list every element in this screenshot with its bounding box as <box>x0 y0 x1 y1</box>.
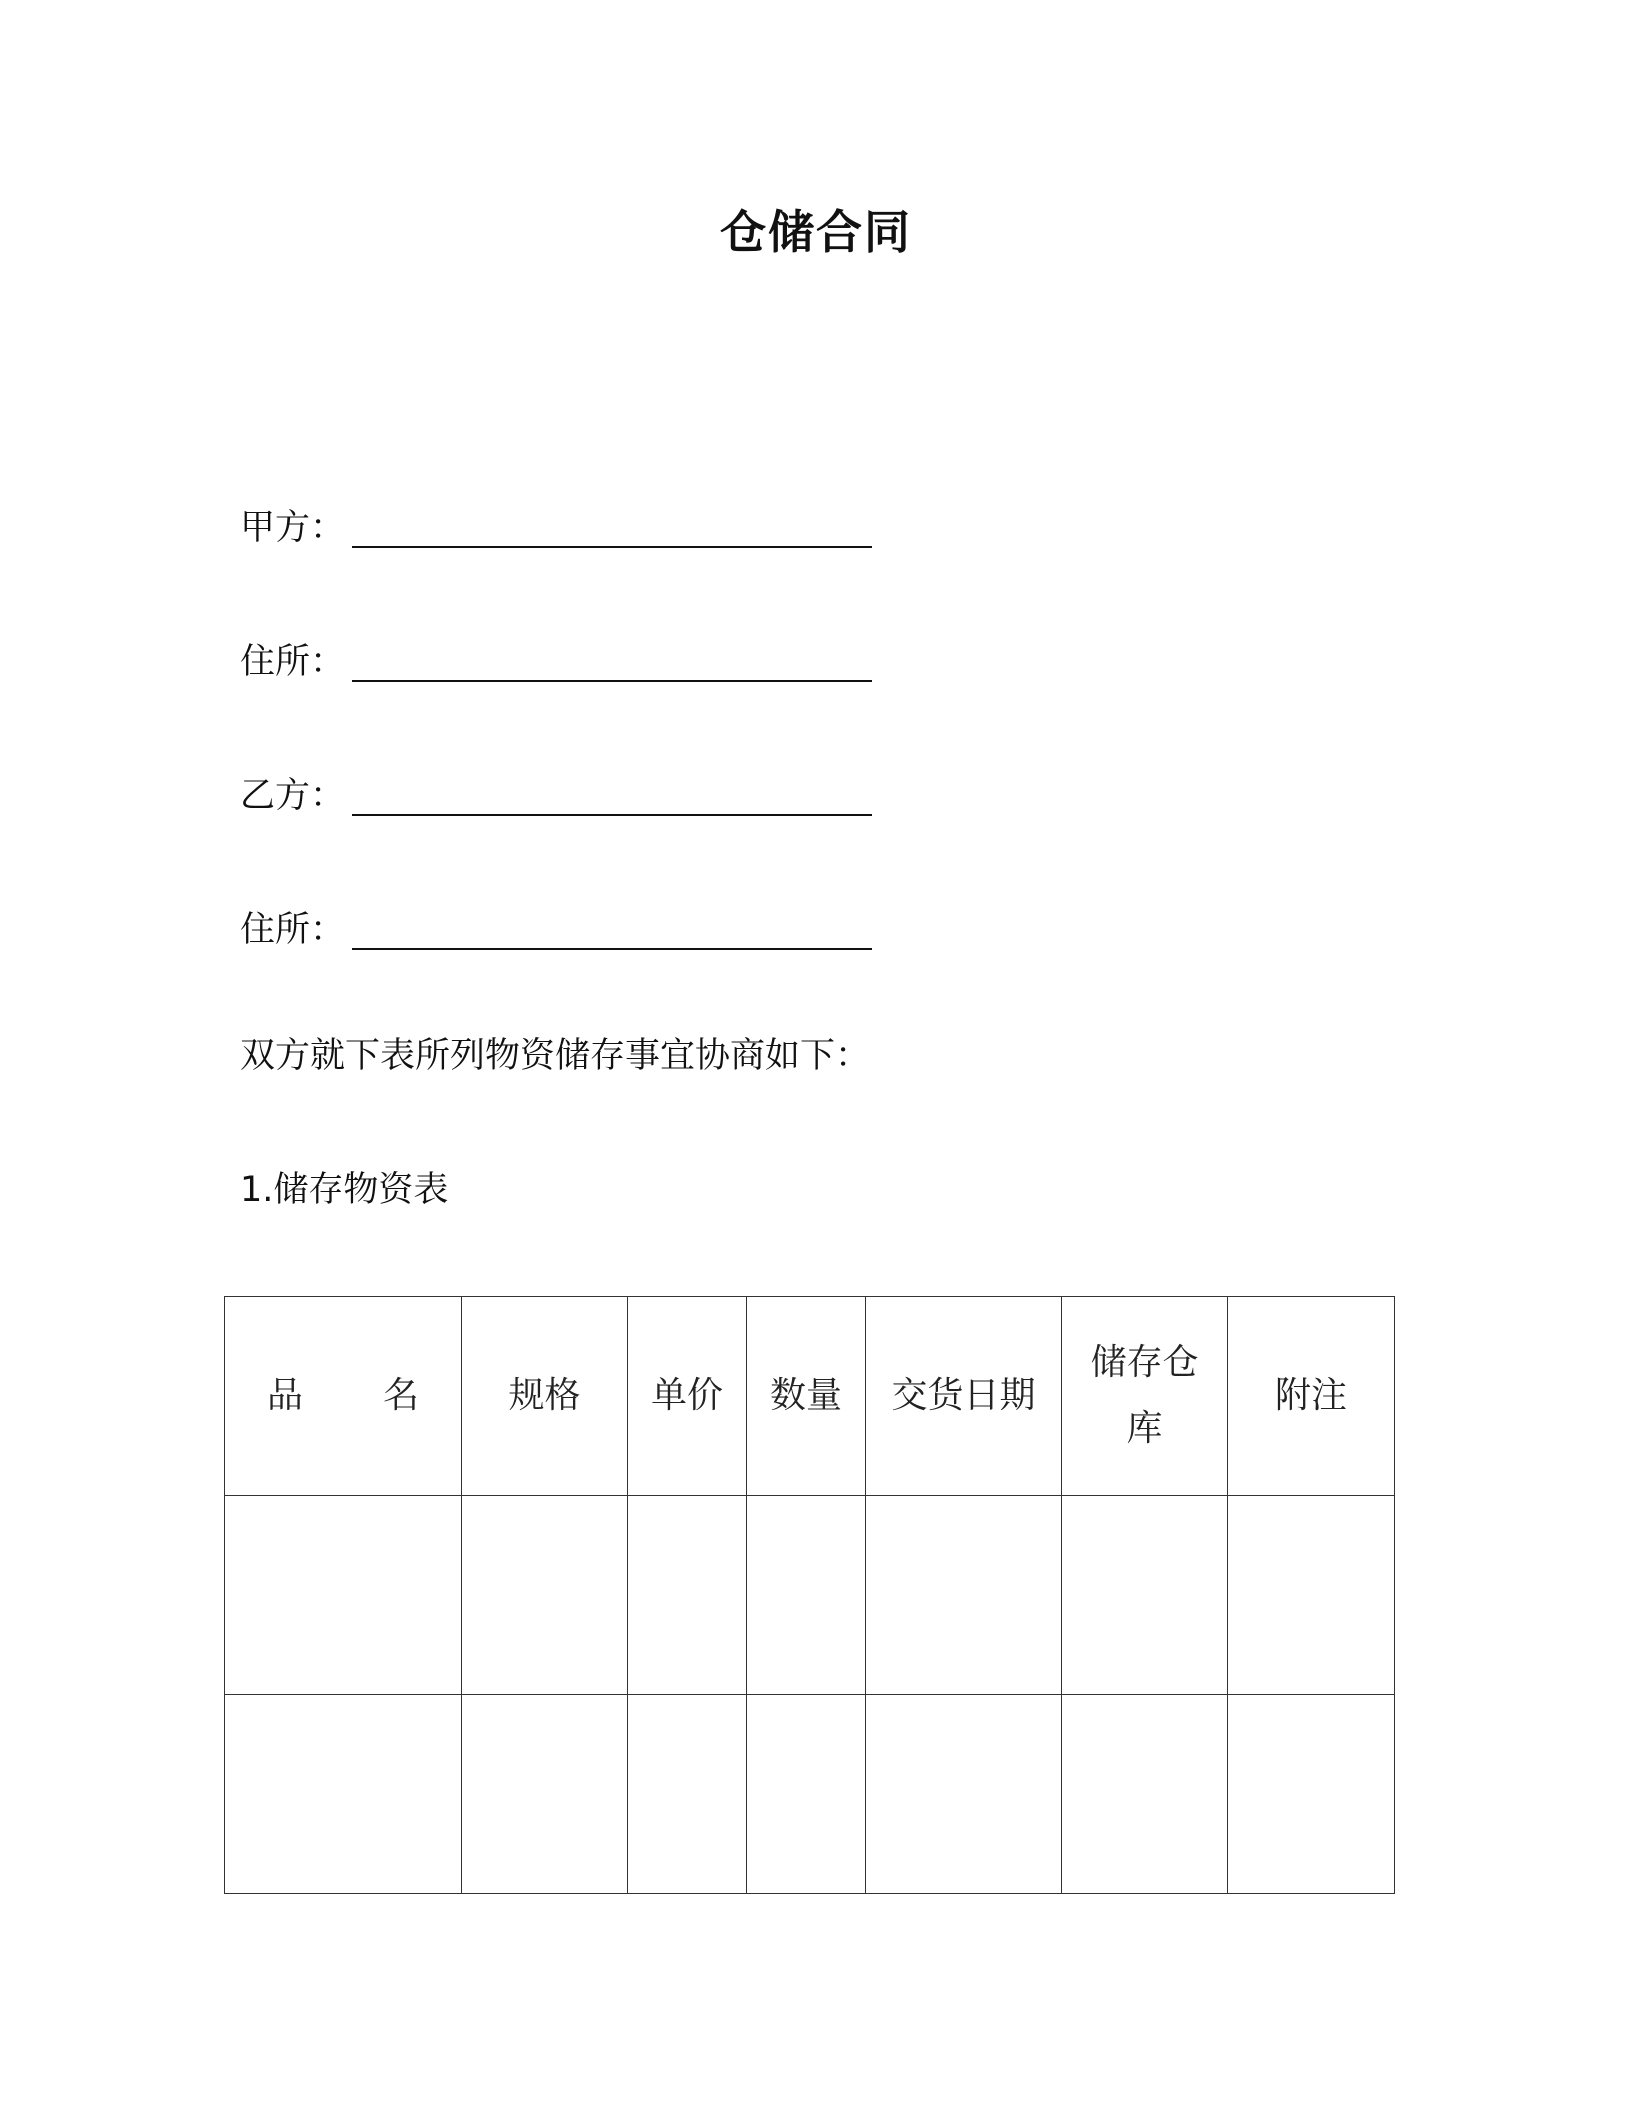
header-warehouse <box>1062 1297 1228 1496</box>
party-b-blank[interactable] <box>352 798 872 816</box>
table-cell[interactable] <box>628 1496 747 1695</box>
table-cell[interactable] <box>1228 1695 1395 1894</box>
table-cell[interactable] <box>747 1496 866 1695</box>
party-b-address-blank[interactable] <box>352 932 872 950</box>
party-a-address-field <box>240 626 872 682</box>
party-b-field <box>240 760 872 816</box>
table-cell[interactable] <box>1062 1695 1228 1894</box>
intro-paragraph: 双方就下表所列物资储存事宜协商如下： <box>240 1036 871 1076</box>
header-product-name-char2: 名 <box>383 1375 420 1416</box>
section-heading: 1.储存物资表 <box>240 1170 449 1210</box>
table-cell[interactable] <box>747 1695 866 1894</box>
table-row <box>225 1695 1395 1894</box>
table-cell[interactable] <box>628 1695 747 1894</box>
table-cell[interactable] <box>225 1496 462 1695</box>
party-b-address-label: 住所： <box>240 910 346 950</box>
table-cell[interactable] <box>462 1496 628 1695</box>
header-unit-price: 单价 <box>628 1297 747 1496</box>
document-title: 仓储合同 <box>720 205 912 259</box>
storage-goods-table <box>224 1296 1395 1894</box>
table-cell[interactable] <box>462 1695 628 1894</box>
party-a-label: 甲方： <box>240 508 346 548</box>
party-a-field <box>240 492 872 548</box>
header-spec: 规格 <box>462 1297 628 1496</box>
header-remarks: 附注 <box>1228 1297 1395 1496</box>
header-quantity: 数量 <box>747 1297 866 1496</box>
table-cell[interactable] <box>1062 1496 1228 1695</box>
header-product-name-char1: 品 <box>266 1375 303 1416</box>
table-cell[interactable] <box>1228 1496 1395 1695</box>
header-warehouse-text: 储存仓库 <box>1090 1342 1199 1449</box>
table-header-row <box>225 1297 1395 1496</box>
party-a-blank[interactable] <box>352 530 872 548</box>
party-b-label: 乙方： <box>240 776 346 816</box>
table-row <box>225 1496 1395 1695</box>
header-delivery-date: 交货日期 <box>866 1297 1062 1496</box>
party-b-address-field <box>240 894 872 950</box>
table-cell[interactable] <box>866 1496 1062 1695</box>
header-product-name <box>225 1297 462 1496</box>
party-a-address-blank[interactable] <box>352 664 872 682</box>
party-a-address-label: 住所： <box>240 642 346 682</box>
table-cell[interactable] <box>866 1695 1062 1894</box>
table-cell[interactable] <box>225 1695 462 1894</box>
